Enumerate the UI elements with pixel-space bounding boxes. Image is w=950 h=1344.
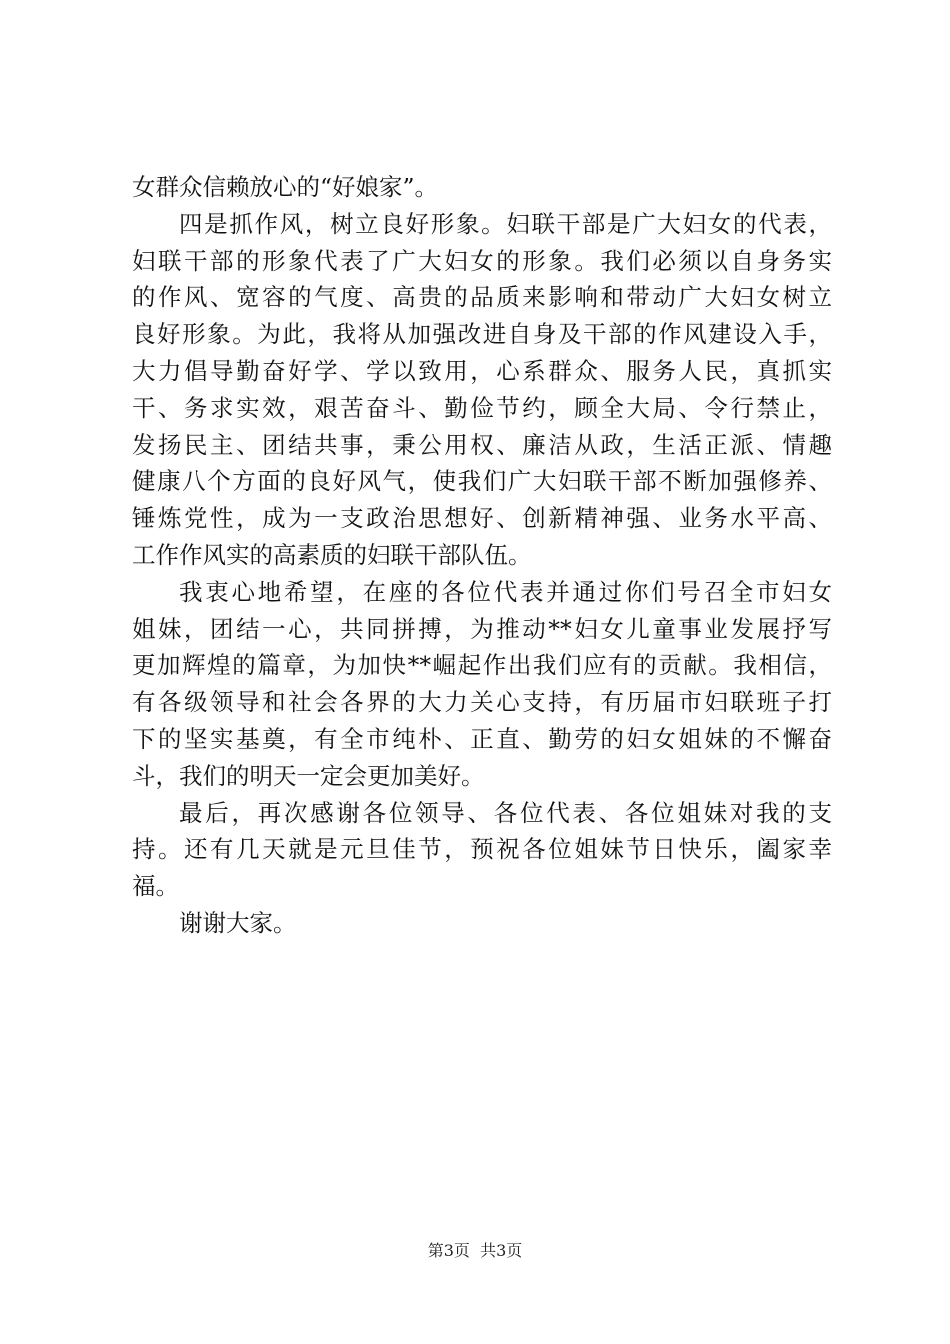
text-line: 有各级领导和社会各界的大力关心支持，有历届市妇联班子打 [132,688,832,717]
text-line: 姐妹，团结一心，共同拼搏，为推动**妇女儿童事业发展抒写 [132,614,832,643]
text-line: 下的坚实基奠，有全市纯朴、正直、勤劳的妇女姐妹的不懈奋 [132,724,832,753]
text-line: 我衷心地希望，在座的各位代表并通过你们号召全市妇女 [179,577,832,606]
text-line: 福。 [132,872,179,901]
text-line: 谢谢大家。 [179,908,297,937]
text-line: 四是抓作风，树立良好形象。妇联干部是广大妇女的代表， [179,209,832,238]
document-body [132,169,832,942]
page-footer [0,1240,950,1262]
text-line: 斗，我们的明天一定会更加美好。 [132,761,485,790]
text-line: 女群众信赖放心的“好娘家”。 [132,173,439,201]
page-number-label: 第3页 共3页 [427,1241,523,1260]
text-line: 大力倡导勤奋好学、学以致用，心系群众、服务人民，真抓实 [132,356,832,385]
text-line: 干、务求实效，艰苦奋斗、勤俭节约，顾全大局、令行禁止， [132,393,832,422]
text-line: 良好形象。为此，我将从加强改进自身及干部的作风建设入手， [132,320,832,349]
text-line: 持。还有几天就是元旦佳节，预祝各位姐妹节日快乐，阖家幸 [132,835,832,864]
text-line: 锤炼党性，成为一支政治思想好、创新精神强、业务水平高、 [132,504,832,533]
text-line: 工作作风实的高素质的妇联干部队伍。 [132,540,532,569]
text-line: 最后，再次感谢各位领导、各位代表、各位姐妹对我的支 [179,798,832,827]
text-line: 妇联干部的形象代表了广大妇女的形象。我们必须以自身务实 [132,246,832,275]
text-line: 发扬民主、团结共事，秉公用权、廉洁从政，生活正派、情趣 [132,430,832,459]
text-line: 健康八个方面的良好风气，使我们广大妇联干部不断加强修养、 [132,467,832,496]
text-line: 更加辉煌的篇章，为加快**崛起作出我们应有的贡献。我相信， [132,651,832,680]
text-line: 的作风、宽容的气度、高贵的品质来影响和带动广大妇女树立 [132,283,832,312]
